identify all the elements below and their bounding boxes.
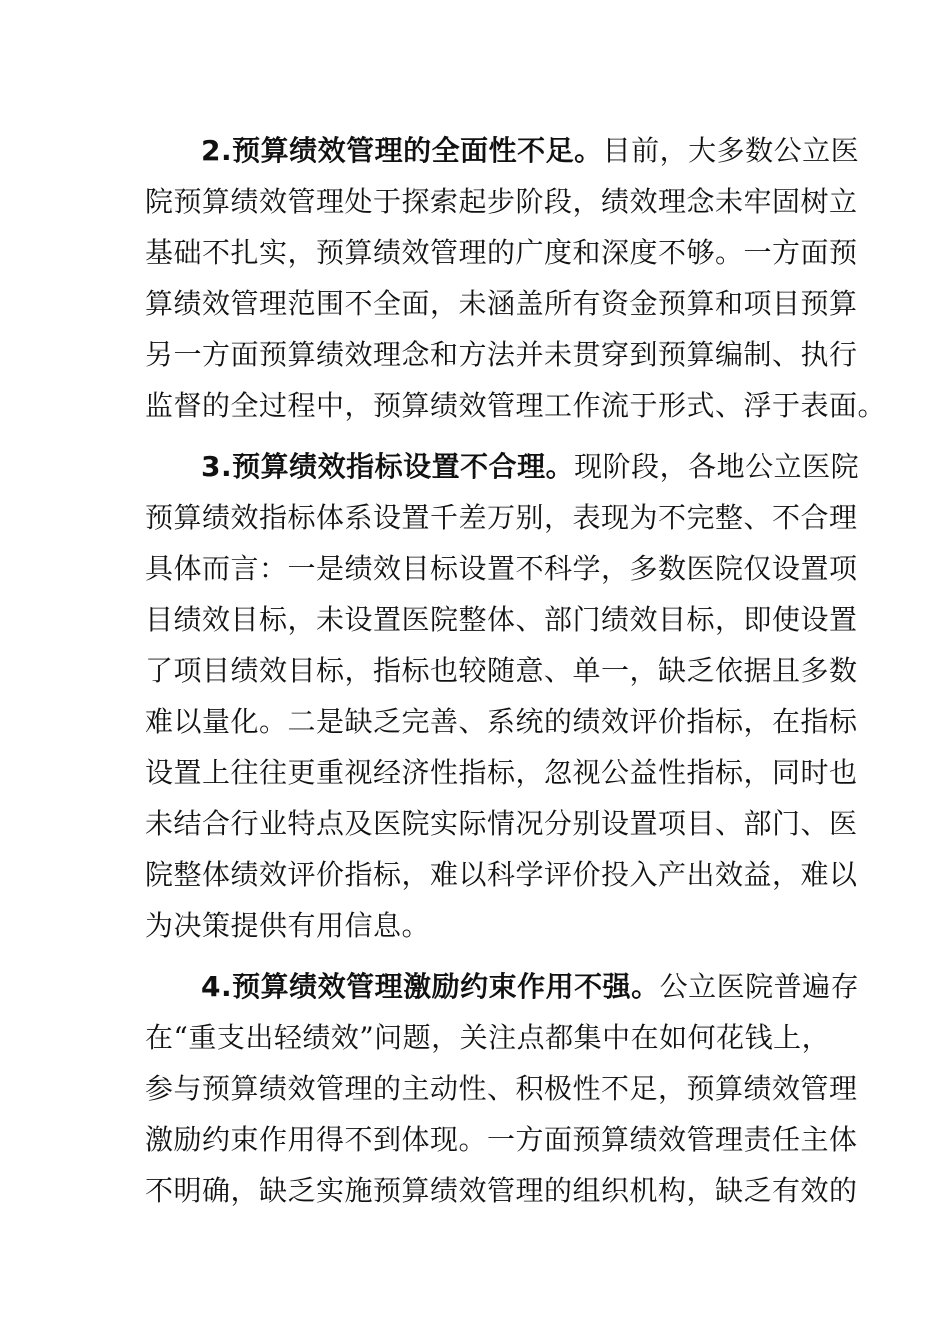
paragraph-text: 目前，大多数公立医 xyxy=(602,134,860,167)
paragraph-heading: 4.预算绩效管理激励约束作用不强。 xyxy=(201,970,660,1003)
paragraph-line: 在“重支出轻绩效”问题，关注点都集中在如何花钱上， xyxy=(145,1021,831,1054)
paragraph-2 xyxy=(145,125,887,431)
paragraph-line xyxy=(145,125,860,176)
paragraph-line: 了项目绩效目标，指标也较随意、单一，缺乏依据且多数 xyxy=(145,654,858,687)
paragraph-line: 未结合行业特点及医院实际情况分别设置项目、部门、医 xyxy=(145,807,858,840)
paragraph-line: 算绩效管理范围不全面，未涵盖所有资金预算和项目预算 xyxy=(145,287,858,320)
paragraph-3 xyxy=(145,441,860,951)
paragraph-4 xyxy=(145,961,860,1216)
paragraph-line: 目绩效目标，未设置医院整体、部门绩效目标，即使设置 xyxy=(145,603,858,636)
paragraph-heading: 3.预算绩效指标设置不合理。 xyxy=(201,450,575,483)
paragraph-line: 为决策提供有用信息。 xyxy=(145,909,431,942)
paragraph-line xyxy=(145,961,860,1012)
paragraph-line: 设置上往往更重视经济性指标，忽视公益性指标，同时也 xyxy=(145,756,858,789)
paragraph-line: 另一方面预算绩效理念和方法并未贯穿到预算编制、执行 xyxy=(145,338,858,371)
paragraph-line: 参与预算绩效管理的主动性、积极性不足，预算绩效管理 xyxy=(145,1072,858,1105)
paragraph-text: 现阶段，各地公立医院 xyxy=(574,450,860,483)
paragraph-line: 难以量化。二是缺乏完善、系统的绩效评价指标，在指标 xyxy=(145,705,858,738)
paragraph-line: 院整体绩效评价指标，难以科学评价投入产出效益，难以 xyxy=(145,858,858,891)
paragraph-line: 院预算绩效管理处于探索起步阶段，绩效理念未牢固树立 xyxy=(145,185,858,218)
paragraph-heading: 2.预算绩效管理的全面性不足。 xyxy=(201,134,603,167)
paragraph-line xyxy=(145,441,860,492)
document-body xyxy=(145,125,887,1226)
paragraph-line: 不明确，缺乏实施预算绩效管理的组织机构，缺乏有效的 xyxy=(145,1174,858,1207)
paragraph-line: 激励约束作用得不到体现。一方面预算绩效管理责任主体 xyxy=(145,1123,858,1156)
paragraph-text: 公立医院普遍存 xyxy=(659,970,860,1003)
paragraph-line: 基础不扎实，预算绩效管理的广度和深度不够。一方面预 xyxy=(145,236,858,269)
paragraph-line: 预算绩效指标体系设置千差万别，表现为不完整、不合理 xyxy=(145,501,858,534)
paragraph-line: 具体而言：一是绩效目标设置不科学，多数医院仅设置项 xyxy=(145,552,858,585)
paragraph-line: 监督的全过程中，预算绩效管理工作流于形式、浮于表面。 xyxy=(145,389,887,422)
